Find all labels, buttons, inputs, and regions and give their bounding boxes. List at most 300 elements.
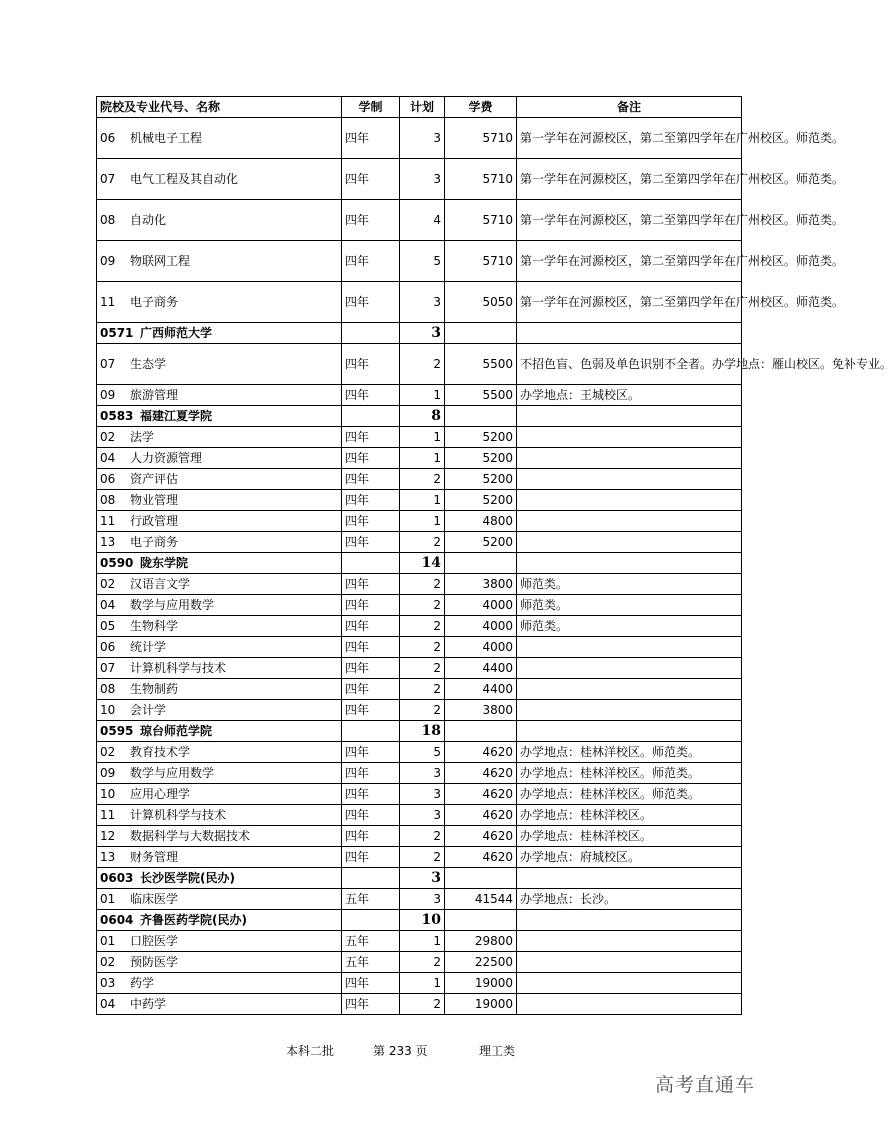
plan-cell: 1: [400, 931, 445, 952]
name-cell: [97, 282, 342, 323]
name-cell: [97, 721, 342, 742]
plan-cell: 3: [400, 889, 445, 910]
name-cell: [97, 241, 342, 282]
note-cell: [517, 553, 742, 574]
major-name: 行政管理: [130, 514, 179, 528]
plan-cell: 2: [400, 344, 445, 385]
length-cell: 四年: [342, 200, 400, 241]
header-plan: 计划: [400, 97, 445, 118]
major-code: 11: [100, 295, 116, 309]
major-row: [97, 200, 742, 241]
major-name: 生物科学: [130, 619, 179, 633]
name-cell: [97, 994, 342, 1015]
major-row: [97, 532, 742, 553]
name-cell: [97, 931, 342, 952]
plan-cell: 3: [400, 323, 445, 344]
length-cell: [342, 910, 400, 931]
plan-cell: 10: [400, 910, 445, 931]
major-row: [97, 889, 742, 910]
major-row: [97, 805, 742, 826]
name-cell: [97, 595, 342, 616]
note-cell: 师范类。: [517, 595, 742, 616]
plan-cell: 2: [400, 595, 445, 616]
major-code: 07: [100, 172, 116, 186]
note-cell: 第一学年在河源校区，第二至第四学年在广州校区。师范类。: [517, 200, 742, 241]
major-row: [97, 616, 742, 637]
note-cell: 办学地点：王城校区。: [517, 385, 742, 406]
name-cell: [97, 973, 342, 994]
length-cell: [342, 721, 400, 742]
note-cell: [517, 868, 742, 889]
name-cell: [97, 679, 342, 700]
length-cell: 四年: [342, 637, 400, 658]
plan-cell: 1: [400, 490, 445, 511]
length-cell: 四年: [342, 427, 400, 448]
name-cell: [97, 805, 342, 826]
institution-name: 琼台师范学院: [140, 724, 213, 738]
note-cell: 师范类。: [517, 574, 742, 595]
major-code: 02: [100, 577, 116, 591]
length-cell: 四年: [342, 448, 400, 469]
fee-cell: 4000: [445, 616, 517, 637]
major-code: 11: [100, 514, 116, 528]
note-cell: 办学地点：桂林洋校区。师范类。: [517, 763, 742, 784]
length-cell: 四年: [342, 595, 400, 616]
name-cell: [97, 469, 342, 490]
major-row: [97, 241, 742, 282]
fee-cell: 4800: [445, 511, 517, 532]
length-cell: 四年: [342, 469, 400, 490]
fee-cell: 22500: [445, 952, 517, 973]
fee-cell: 5500: [445, 344, 517, 385]
major-row: [97, 427, 742, 448]
length-cell: 四年: [342, 805, 400, 826]
note-cell: [517, 448, 742, 469]
note-cell: [517, 910, 742, 931]
major-row: [97, 994, 742, 1015]
major-name: 数学与应用数学: [130, 598, 215, 612]
plan-cell: 14: [400, 553, 445, 574]
major-code: 06: [100, 131, 116, 145]
name-cell: [97, 448, 342, 469]
length-cell: 四年: [342, 679, 400, 700]
fee-cell: 41544: [445, 889, 517, 910]
note-cell: 办学地点：桂林洋校区。师范类。: [517, 784, 742, 805]
note-cell: [517, 973, 742, 994]
note-cell: 办学地点：桂林洋校区。: [517, 826, 742, 847]
major-name: 数据科学与大数据技术: [130, 829, 251, 843]
fee-cell: [445, 406, 517, 427]
name-cell: [97, 511, 342, 532]
header-name: 院校及专业代号、名称: [97, 97, 342, 118]
plan-cell: 2: [400, 658, 445, 679]
fee-cell: 4620: [445, 784, 517, 805]
watermark-text: 高考直通车: [655, 1074, 756, 1096]
major-name: 应用心理学: [130, 787, 191, 801]
name-cell: [97, 344, 342, 385]
major-code: 03: [100, 976, 116, 990]
major-code: 04: [100, 598, 116, 612]
name-cell: [97, 784, 342, 805]
major-row: [97, 679, 742, 700]
fee-cell: [445, 553, 517, 574]
length-cell: 四年: [342, 826, 400, 847]
major-row: [97, 159, 742, 200]
major-row: [97, 448, 742, 469]
length-cell: 四年: [342, 511, 400, 532]
major-row: [97, 574, 742, 595]
major-name: 电气工程及其自动化: [130, 172, 239, 186]
plan-cell: 3: [400, 159, 445, 200]
major-row: [97, 385, 742, 406]
name-cell: [97, 868, 342, 889]
major-code: 07: [100, 661, 116, 675]
major-name: 物业管理: [130, 493, 179, 507]
length-cell: 四年: [342, 490, 400, 511]
major-code: 06: [100, 640, 116, 654]
length-cell: 四年: [342, 616, 400, 637]
name-cell: [97, 532, 342, 553]
major-name: 中药学: [130, 997, 167, 1011]
major-name: 人力资源管理: [130, 451, 203, 465]
major-name: 教育技术学: [130, 745, 191, 759]
fee-cell: 3800: [445, 700, 517, 721]
major-code: 09: [100, 388, 116, 402]
institution-name: 陇东学院: [140, 556, 189, 570]
fee-cell: 4400: [445, 679, 517, 700]
length-cell: 四年: [342, 532, 400, 553]
fee-cell: 5500: [445, 385, 517, 406]
note-cell: 办学地点：桂林洋校区。: [517, 805, 742, 826]
fee-cell: 5200: [445, 448, 517, 469]
major-code: 04: [100, 451, 116, 465]
major-row: [97, 931, 742, 952]
length-cell: 四年: [342, 159, 400, 200]
institution-code: 0590: [100, 556, 134, 570]
plan-cell: 2: [400, 847, 445, 868]
length-cell: 四年: [342, 574, 400, 595]
fee-cell: 5200: [445, 469, 517, 490]
length-cell: 四年: [342, 763, 400, 784]
major-name: 会计学: [130, 703, 167, 717]
major-row: [97, 511, 742, 532]
fee-cell: 4000: [445, 637, 517, 658]
header-fee: 学费: [445, 97, 517, 118]
name-cell: [97, 323, 342, 344]
fee-cell: [445, 323, 517, 344]
note-cell: 办学地点：长沙。: [517, 889, 742, 910]
note-cell: 第一学年在河源校区，第二至第四学年在广州校区。师范类。: [517, 118, 742, 159]
major-name: 药学: [130, 976, 155, 990]
name-cell: [97, 763, 342, 784]
major-name: 生态学: [130, 357, 167, 371]
institution-code: 0603: [100, 871, 134, 885]
length-cell: [342, 323, 400, 344]
plan-cell: 2: [400, 994, 445, 1015]
length-cell: 四年: [342, 118, 400, 159]
note-cell: [517, 952, 742, 973]
plan-cell: 2: [400, 469, 445, 490]
name-cell: [97, 159, 342, 200]
plan-cell: 5: [400, 241, 445, 282]
major-row: [97, 742, 742, 763]
fee-cell: 29800: [445, 931, 517, 952]
fee-cell: 5200: [445, 532, 517, 553]
plan-cell: 3: [400, 784, 445, 805]
note-cell: 不招色盲、色弱及单色识别不全者。办学地点：雁山校区。免补专业。: [517, 344, 742, 385]
major-name: 临床医学: [130, 892, 179, 906]
note-cell: 办学地点：桂林洋校区。师范类。: [517, 742, 742, 763]
plan-cell: 2: [400, 574, 445, 595]
length-cell: 四年: [342, 742, 400, 763]
major-row: [97, 469, 742, 490]
length-cell: 四年: [342, 700, 400, 721]
name-cell: [97, 406, 342, 427]
institution-row: [97, 553, 742, 574]
major-row: [97, 826, 742, 847]
note-cell: [517, 700, 742, 721]
institution-code: 0595: [100, 724, 134, 738]
institution-code: 0604: [100, 913, 134, 927]
institution-name: 广西师范大学: [140, 326, 213, 340]
name-cell: [97, 637, 342, 658]
length-cell: 五年: [342, 931, 400, 952]
name-cell: [97, 200, 342, 241]
major-name: 预防医学: [130, 955, 179, 969]
fee-cell: [445, 868, 517, 889]
plan-cell: 3: [400, 763, 445, 784]
note-cell: 师范类。: [517, 616, 742, 637]
institution-row: [97, 323, 742, 344]
footer-page: 第 233 页: [373, 1044, 428, 1058]
major-row: [97, 847, 742, 868]
plan-cell: 3: [400, 282, 445, 323]
major-name: 物联网工程: [130, 254, 191, 268]
major-code: 06: [100, 472, 116, 486]
name-cell: [97, 952, 342, 973]
major-code: 05: [100, 619, 116, 633]
fee-cell: 5050: [445, 282, 517, 323]
major-row: [97, 700, 742, 721]
fee-cell: 4620: [445, 742, 517, 763]
name-cell: [97, 553, 342, 574]
length-cell: 四年: [342, 658, 400, 679]
plan-cell: 2: [400, 679, 445, 700]
fee-cell: 5710: [445, 200, 517, 241]
major-row: [97, 973, 742, 994]
fee-cell: [445, 910, 517, 931]
major-code: 10: [100, 787, 116, 801]
major-name: 汉语言文学: [130, 577, 191, 591]
major-code: 09: [100, 254, 116, 268]
major-name: 生物制药: [130, 682, 179, 696]
note-cell: 办学地点：府城校区。: [517, 847, 742, 868]
plan-cell: 1: [400, 973, 445, 994]
length-cell: 四年: [342, 973, 400, 994]
fee-cell: 4620: [445, 847, 517, 868]
length-cell: [342, 868, 400, 889]
plan-cell: 8: [400, 406, 445, 427]
major-row: [97, 118, 742, 159]
institution-name: 福建江夏学院: [140, 409, 213, 423]
fee-cell: 4620: [445, 826, 517, 847]
name-cell: [97, 658, 342, 679]
note-cell: [517, 490, 742, 511]
major-code: 12: [100, 829, 116, 843]
note-cell: [517, 511, 742, 532]
fee-cell: 4620: [445, 763, 517, 784]
length-cell: 四年: [342, 241, 400, 282]
major-row: [97, 595, 742, 616]
fee-cell: 5200: [445, 427, 517, 448]
name-cell: [97, 385, 342, 406]
plan-cell: 2: [400, 532, 445, 553]
major-code: 08: [100, 682, 116, 696]
note-cell: [517, 532, 742, 553]
major-name: 机械电子工程: [130, 131, 203, 145]
name-cell: [97, 700, 342, 721]
note-cell: 第一学年在河源校区，第二至第四学年在广州校区。师范类。: [517, 282, 742, 323]
note-cell: [517, 469, 742, 490]
fee-cell: 5710: [445, 241, 517, 282]
length-cell: 五年: [342, 952, 400, 973]
major-code: 04: [100, 997, 116, 1011]
major-name: 电子商务: [130, 535, 179, 549]
major-name: 电子商务: [130, 295, 179, 309]
note-cell: [517, 427, 742, 448]
plan-cell: 18: [400, 721, 445, 742]
major-row: [97, 490, 742, 511]
note-cell: [517, 637, 742, 658]
institution-row: [97, 910, 742, 931]
length-cell: [342, 406, 400, 427]
institution-row: [97, 868, 742, 889]
major-code: 10: [100, 703, 116, 717]
major-row: [97, 344, 742, 385]
name-cell: [97, 574, 342, 595]
header-length: 学制: [342, 97, 400, 118]
length-cell: 四年: [342, 847, 400, 868]
major-code: 09: [100, 766, 116, 780]
institution-row: [97, 406, 742, 427]
major-row: [97, 763, 742, 784]
table-header-row: [97, 97, 742, 118]
length-cell: 四年: [342, 385, 400, 406]
name-cell: [97, 742, 342, 763]
major-name: 自动化: [130, 213, 167, 227]
name-cell: [97, 427, 342, 448]
major-row: [97, 637, 742, 658]
major-code: 01: [100, 934, 116, 948]
major-row: [97, 658, 742, 679]
fee-cell: 5710: [445, 159, 517, 200]
institution-name: 长沙医学院(民办): [140, 871, 235, 885]
note-cell: [517, 323, 742, 344]
admission-plan-table: [96, 96, 892, 1015]
length-cell: 四年: [342, 784, 400, 805]
name-cell: [97, 889, 342, 910]
plan-cell: 2: [400, 826, 445, 847]
length-cell: [342, 553, 400, 574]
plan-cell: 1: [400, 511, 445, 532]
length-cell: 五年: [342, 889, 400, 910]
major-name: 旅游管理: [130, 388, 179, 402]
note-cell: [517, 931, 742, 952]
note-cell: [517, 721, 742, 742]
major-code: 11: [100, 808, 116, 822]
footer-category: 理工类: [479, 1044, 516, 1058]
plan-cell: 1: [400, 385, 445, 406]
major-name: 资产评估: [130, 472, 179, 486]
major-code: 02: [100, 955, 116, 969]
plan-cell: 2: [400, 952, 445, 973]
plan-cell: 4: [400, 200, 445, 241]
major-name: 统计学: [130, 640, 167, 654]
header-note: 备注: [517, 97, 742, 118]
fee-cell: 4620: [445, 805, 517, 826]
major-name: 口腔医学: [130, 934, 179, 948]
name-cell: [97, 616, 342, 637]
major-name: 计算机科学与技术: [130, 808, 227, 822]
table-body: [97, 118, 892, 1015]
note-cell: [517, 658, 742, 679]
name-cell: [97, 910, 342, 931]
major-code: 07: [100, 357, 116, 371]
plan-cell: 3: [400, 868, 445, 889]
plan-cell: 1: [400, 448, 445, 469]
major-code: 13: [100, 850, 116, 864]
major-code: 08: [100, 493, 116, 507]
major-row: [97, 784, 742, 805]
fee-cell: 4400: [445, 658, 517, 679]
fee-cell: 19000: [445, 973, 517, 994]
plan-cell: 2: [400, 616, 445, 637]
note-cell: [517, 994, 742, 1015]
note-cell: 第一学年在河源校区，第二至第四学年在广州校区。师范类。: [517, 241, 742, 282]
length-cell: 四年: [342, 994, 400, 1015]
name-cell: [97, 826, 342, 847]
note-cell: [517, 679, 742, 700]
institution-row: [97, 721, 742, 742]
fee-cell: 5710: [445, 118, 517, 159]
name-cell: [97, 847, 342, 868]
note-cell: [517, 406, 742, 427]
plan-cell: 1: [400, 427, 445, 448]
institution-code: 0583: [100, 409, 134, 423]
major-code: 02: [100, 430, 116, 444]
major-row: [97, 952, 742, 973]
plan-cell: 3: [400, 805, 445, 826]
institution-name: 齐鲁医药学院(民办): [140, 913, 247, 927]
name-cell: [97, 490, 342, 511]
fee-cell: 4000: [445, 595, 517, 616]
name-cell: [97, 118, 342, 159]
fee-cell: 19000: [445, 994, 517, 1015]
major-row: [97, 282, 742, 323]
major-name: 计算机科学与技术: [130, 661, 227, 675]
major-name: 数学与应用数学: [130, 766, 215, 780]
fee-cell: 5200: [445, 490, 517, 511]
plan-cell: 3: [400, 118, 445, 159]
major-code: 08: [100, 213, 116, 227]
note-cell: 第一学年在河源校区，第二至第四学年在广州校区。师范类。: [517, 159, 742, 200]
plan-cell: 2: [400, 700, 445, 721]
major-code: 01: [100, 892, 116, 906]
major-code: 02: [100, 745, 116, 759]
length-cell: 四年: [342, 282, 400, 323]
major-code: 13: [100, 535, 116, 549]
plan-cell: 5: [400, 742, 445, 763]
